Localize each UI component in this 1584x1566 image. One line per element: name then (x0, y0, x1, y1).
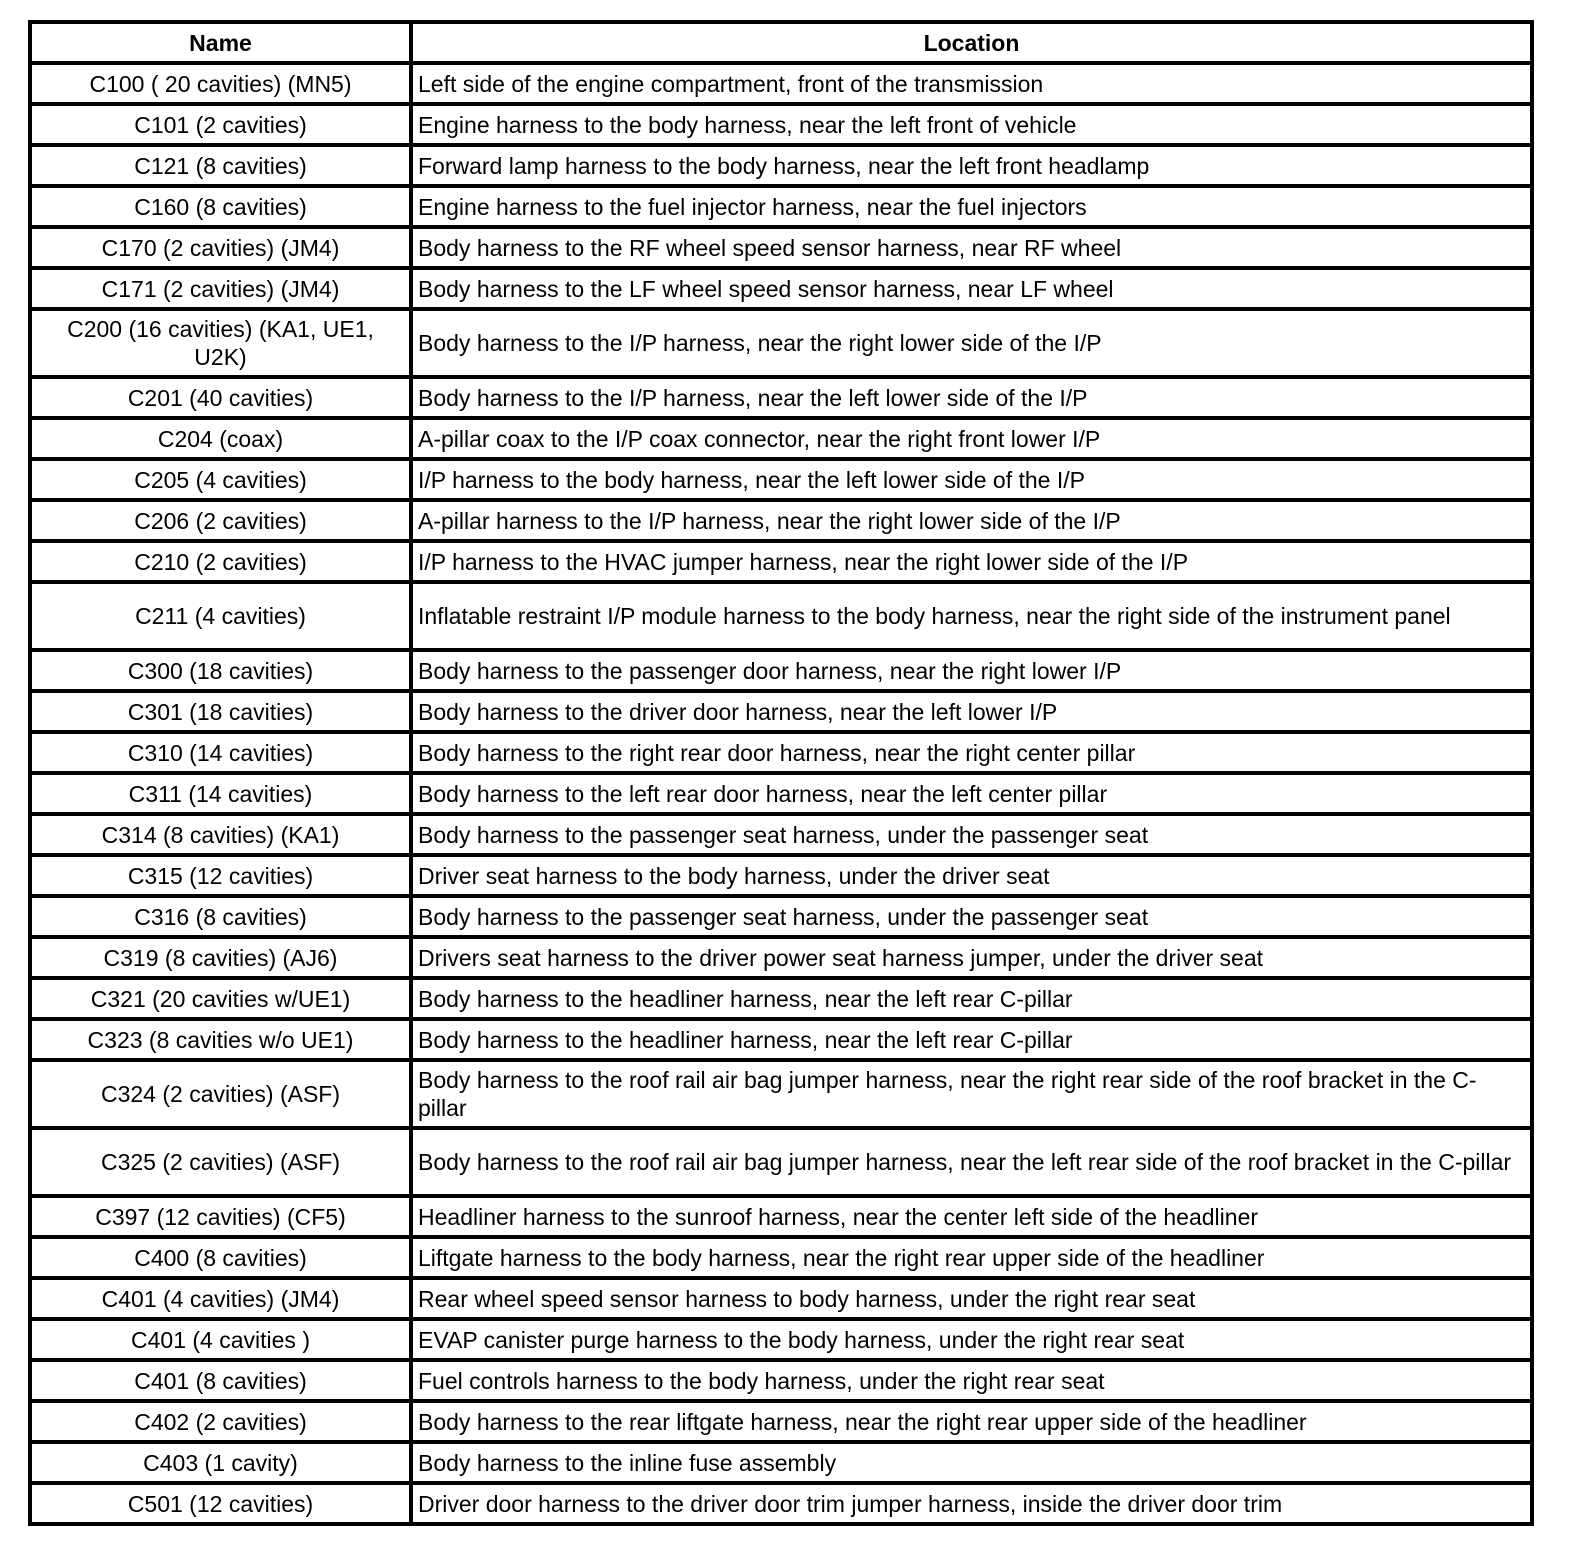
connector-location-cell: Liftgate harness to the body harness, near the right rear upper side of the headliner (411, 1237, 1532, 1278)
connector-location-cell: Body harness to the LF wheel speed sensor harness, near LF wheel (411, 268, 1532, 309)
table-row (30, 541, 1532, 582)
table-row (30, 377, 1532, 418)
connector-name-cell: C211 (4 cavities) (30, 582, 411, 650)
connector-location-cell: Body harness to the headliner harness, near the left rear C-pillar (411, 1019, 1532, 1060)
table-row (30, 1128, 1532, 1196)
table-row (30, 582, 1532, 650)
connector-name-cell: C397 (12 cavities) (CF5) (30, 1196, 411, 1237)
table-row (30, 1360, 1532, 1401)
table-row (30, 63, 1532, 104)
connector-location-cell: Driver door harness to the driver door trim jumper harness, inside the driver door trim (411, 1483, 1532, 1524)
table-row (30, 186, 1532, 227)
connector-location-cell: Body harness to the passenger seat harness, under the passenger seat (411, 814, 1532, 855)
table-row (30, 937, 1532, 978)
connector-location-cell: Drivers seat harness to the driver power seat harness jumper, under the driver seat (411, 937, 1532, 978)
connector-name-cell: C403 (1 cavity) (30, 1442, 411, 1483)
table-body (30, 63, 1532, 1524)
connector-location-cell: Engine harness to the body harness, near the left front of vehicle (411, 104, 1532, 145)
connector-name-cell: C100 ( 20 cavities) (MN5) (30, 63, 411, 104)
table-row (30, 1278, 1532, 1319)
table-row (30, 896, 1532, 937)
connector-location-cell: Body harness to the driver door harness, near the left lower I/P (411, 691, 1532, 732)
connector-name-cell: C319 (8 cavities) (AJ6) (30, 937, 411, 978)
connector-name-cell: C170 (2 cavities) (JM4) (30, 227, 411, 268)
table-row (30, 732, 1532, 773)
table-row (30, 1442, 1532, 1483)
table-row (30, 650, 1532, 691)
connector-name-cell: C311 (14 cavities) (30, 773, 411, 814)
connector-name-cell: C315 (12 cavities) (30, 855, 411, 896)
connector-location-cell: Engine harness to the fuel injector harness, near the fuel injectors (411, 186, 1532, 227)
connector-name-cell: C200 (16 cavities) (KA1, UE1, U2K) (30, 309, 411, 377)
header-row (30, 22, 1532, 63)
connector-location-cell: Body harness to the inline fuse assembly (411, 1442, 1532, 1483)
table-row (30, 309, 1532, 377)
table-row (30, 855, 1532, 896)
table-row (30, 1237, 1532, 1278)
table-row (30, 691, 1532, 732)
connector-name-cell: C501 (12 cavities) (30, 1483, 411, 1524)
table-row (30, 1019, 1532, 1060)
table-row (30, 814, 1532, 855)
header-name: Name (30, 22, 411, 63)
connector-location-cell: Body harness to the passenger seat harness, under the passenger seat (411, 896, 1532, 937)
table-row (30, 500, 1532, 541)
table-row (30, 1483, 1532, 1524)
connector-name-cell: C402 (2 cavities) (30, 1401, 411, 1442)
table-row (30, 418, 1532, 459)
table-row (30, 227, 1532, 268)
connector-name-cell: C101 (2 cavities) (30, 104, 411, 145)
table-row (30, 145, 1532, 186)
connector-name-cell: C171 (2 cavities) (JM4) (30, 268, 411, 309)
connector-location-cell: Body harness to the RF wheel speed sensor harness, near RF wheel (411, 227, 1532, 268)
connector-name-cell: C316 (8 cavities) (30, 896, 411, 937)
connector-location-cell: Body harness to the I/P harness, near the left lower side of the I/P (411, 377, 1532, 418)
header-location: Location (411, 22, 1532, 63)
connector-name-cell: C201 (40 cavities) (30, 377, 411, 418)
table-row (30, 104, 1532, 145)
connector-name-cell: C325 (2 cavities) (ASF) (30, 1128, 411, 1196)
table-row (30, 1401, 1532, 1442)
connector-location-cell: I/P harness to the HVAC jumper harness, near the right lower side of the I/P (411, 541, 1532, 582)
connector-name-cell: C323 (8 cavities w/o UE1) (30, 1019, 411, 1060)
connector-location-table (28, 20, 1534, 1526)
connector-location-cell: Body harness to the rear liftgate harness, near the right rear upper side of the headliner (411, 1401, 1532, 1442)
connector-location-cell: Body harness to the right rear door harness, near the right center pillar (411, 732, 1532, 773)
connector-location-cell: Headliner harness to the sunroof harness, near the center left side of the headliner (411, 1196, 1532, 1237)
connector-name-cell: C401 (8 cavities) (30, 1360, 411, 1401)
connector-name-cell: C321 (20 cavities w/UE1) (30, 978, 411, 1019)
connector-name-cell: C401 (4 cavities ) (30, 1319, 411, 1360)
connector-location-cell: Inflatable restraint I/P module harness to the body harness, near the right side of the instrument panel (411, 582, 1532, 650)
connector-location-cell: Rear wheel speed sensor harness to body harness, under the right rear seat (411, 1278, 1532, 1319)
connector-name-cell: C401 (4 cavities) (JM4) (30, 1278, 411, 1319)
connector-location-cell: Left side of the engine compartment, front of the transmission (411, 63, 1532, 104)
table-row (30, 978, 1532, 1019)
connector-name-cell: C210 (2 cavities) (30, 541, 411, 582)
connector-name-cell: C300 (18 cavities) (30, 650, 411, 691)
table-row (30, 268, 1532, 309)
connector-location-cell: Fuel controls harness to the body harness, under the right rear seat (411, 1360, 1532, 1401)
connector-name-cell: C310 (14 cavities) (30, 732, 411, 773)
connector-location-cell: Body harness to the roof rail air bag jumper harness, near the right rear side of the roof bracket in the C-pillar (411, 1060, 1532, 1128)
connector-name-cell: C206 (2 cavities) (30, 500, 411, 541)
connector-name-cell: C160 (8 cavities) (30, 186, 411, 227)
connector-location-cell: Body harness to the roof rail air bag jumper harness, near the left rear side of the roof bracket in the C-pillar (411, 1128, 1532, 1196)
connector-name-cell: C400 (8 cavities) (30, 1237, 411, 1278)
connector-location-cell: Body harness to the left rear door harness, near the left center pillar (411, 773, 1532, 814)
connector-location-cell: EVAP canister purge harness to the body harness, under the right rear seat (411, 1319, 1532, 1360)
connector-name-cell: C121 (8 cavities) (30, 145, 411, 186)
table-row (30, 459, 1532, 500)
connector-name-cell: C324 (2 cavities) (ASF) (30, 1060, 411, 1128)
connector-location-cell: Body harness to the headliner harness, near the left rear C-pillar (411, 978, 1532, 1019)
connector-location-cell: Body harness to the passenger door harness, near the right lower I/P (411, 650, 1532, 691)
connector-name-cell: C301 (18 cavities) (30, 691, 411, 732)
connector-location-cell: I/P harness to the body harness, near the left lower side of the I/P (411, 459, 1532, 500)
table-row (30, 1319, 1532, 1360)
connector-name-cell: C204 (coax) (30, 418, 411, 459)
connector-location-cell: A-pillar harness to the I/P harness, near the right lower side of the I/P (411, 500, 1532, 541)
table-row (30, 1060, 1532, 1128)
connector-location-cell: Driver seat harness to the body harness, under the driver seat (411, 855, 1532, 896)
table-row (30, 1196, 1532, 1237)
connector-location-cell: A-pillar coax to the I/P coax connector, near the right front lower I/P (411, 418, 1532, 459)
connector-name-cell: C314 (8 cavities) (KA1) (30, 814, 411, 855)
connector-location-cell: Body harness to the I/P harness, near the right lower side of the I/P (411, 309, 1532, 377)
table-row (30, 773, 1532, 814)
connector-name-cell: C205 (4 cavities) (30, 459, 411, 500)
connector-location-cell: Forward lamp harness to the body harness, near the left front headlamp (411, 145, 1532, 186)
